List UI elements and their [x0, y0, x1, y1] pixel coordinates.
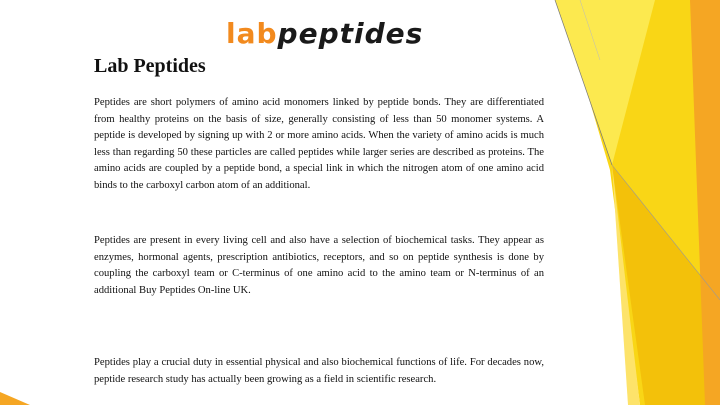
facet-bottom-left [0, 392, 30, 405]
page-title: Lab Peptides [94, 55, 206, 77]
logo-lab-text: lab [226, 17, 278, 50]
brand-logo [226, 14, 424, 54]
paragraph-definition: Peptides are short polymers of amino acid monomers linked by peptide bonds. They are differentiated from healthy proteins on the basis of size, generally consisting of less than 50 monomer systems. A peptide is developed by signing up with 2 or more amino acids. When the variety of amino acids is much less than regarding 50 these particles are called peptides while larger series are described as proteins. The amino acids are coupled by a peptide bond, a special link in which the nitrogen atom of one amino acid binds to the carboxyl carbon atom of an additional. [94, 97, 544, 191]
logo-peptides-text: peptides [277, 17, 424, 50]
paragraph-functions: Peptides play a crucial duty in essential physical and also biochemical functions of life. For decades now, peptide research study has actually been growing as a field in scientific research. [94, 357, 544, 385]
paragraph-biochemical-tasks: Peptides are present in every living cell and also have a selection of biochemical tasks. They appear as enzymes, hormonal agents, prescription antibiotics, receptors, and so on peptide synthesis is done by coupling the carboxyl team or C-terminus of one amino acid to the amino team or N-terminus of an additional Buy Peptides On-line UK. [94, 235, 544, 296]
